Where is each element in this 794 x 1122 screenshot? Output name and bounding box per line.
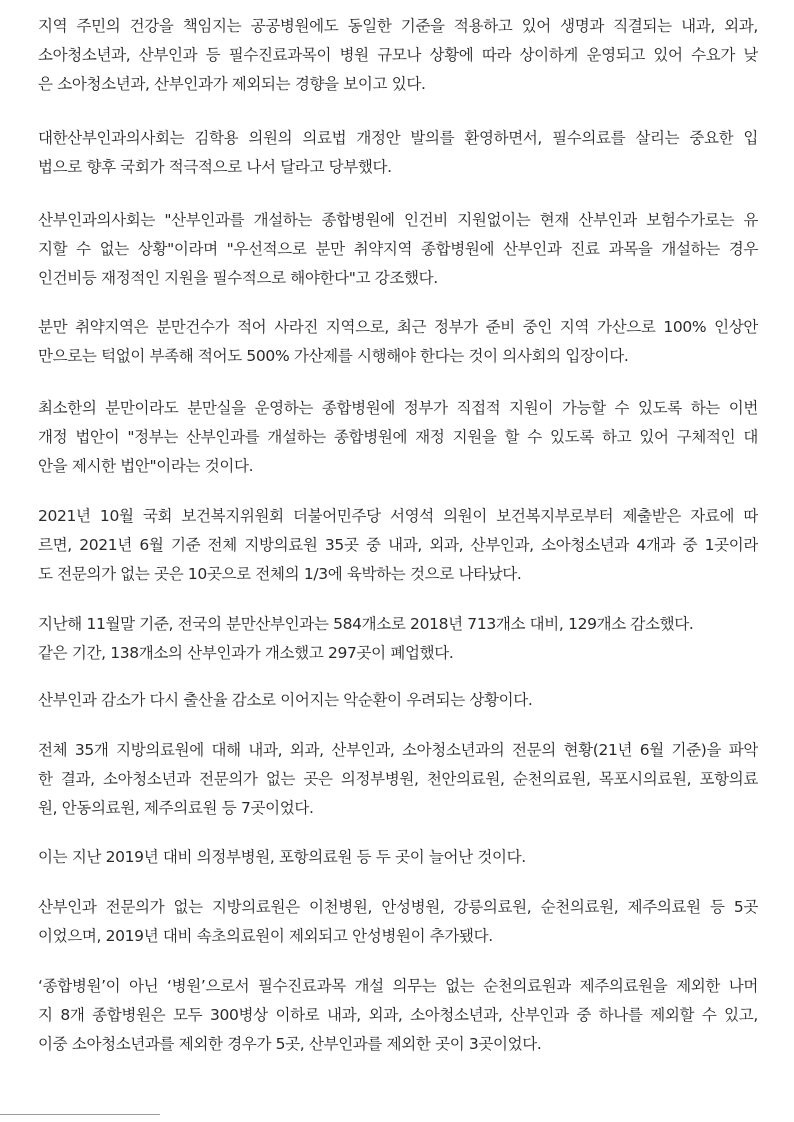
text-line: 지난해 11월말 기준, 전국의 분만산부인과는 584개소로 2018년 713개소 대비, 129개소 감소했다.: [38, 615, 694, 633]
text-line: 법으로 향후 국회가 적극적으로 나서 달라고 당부했다.: [38, 158, 392, 176]
text-line: 원, 안동의료원, 제주의료원 등 7곳이었다.: [38, 799, 314, 817]
text-line: 르면, 2021년 6월 기준 전체 지방의료원 35곳 중 내과, 외과, 산부인과, 소아청소년과 4개과 중 1곳이라: [38, 536, 758, 554]
text-line: 만으로는 턱없이 부족해 적어도 500% 가산제를 시행해야 한다는 것이 의사회의 입장이다.: [38, 347, 629, 365]
text-line: ‘종합병원’이 아닌 ‘병원’으로서 필수진료과목 개설 의무는 없는 순천의료원과 제주의료원을 제외한 나머: [38, 977, 758, 995]
paragraph: [38, 206, 758, 293]
text-line: 이는 지난 2019년 대비 의정부병원, 포항의료원 등 두 곳이 늘어난 것이다.: [38, 848, 526, 866]
paragraph: [38, 394, 758, 481]
text-line: 지할 수 없는 상황"이라며 "우선적으로 분만 취약지역 종합병원에 산부인과 진료 과목을 개설하는 경우: [38, 240, 758, 258]
text-line: 최소한의 분만이라도 분만실을 운영하는 종합병원에 정부가 직접적 지원이 가능할 수 있도록 하는 이번: [38, 399, 758, 417]
text-line: 인건비등 재정적인 지원을 필수적으로 해야한다"고 강조했다.: [38, 269, 438, 287]
scan-edge-line: [0, 1114, 160, 1115]
paragraph: [38, 736, 758, 823]
paragraph: [38, 502, 758, 589]
paragraph: [38, 972, 758, 1059]
text-line: 이중 소아청소년과를 제외한 경우가 5곳, 산부인과를 제외한 곳이 3곳이었다.: [38, 1035, 542, 1053]
text-line: 개정 법안이 "정부는 산부인과를 개설하는 종합병원에 재정 지원을 할 수 있도록 하고 있어 구체적인 대: [38, 428, 758, 446]
text-line: 안을 제시한 법안"이라는 것이다.: [38, 457, 254, 475]
paragraph: [38, 686, 758, 715]
paragraph: [38, 124, 758, 182]
paragraph: [38, 843, 758, 872]
text-line: 소아청소년과, 산부인과 등 필수진료과목이 병원 규모나 상황에 따라 상이하게 운영되고 있어 수요가 낮: [38, 46, 758, 64]
text-line: 전체 35개 지방의료원에 대해 내과, 외과, 산부인과, 소아청소년과의 전문의 현황(21년 6월 기준)을 파악: [38, 741, 758, 759]
text-line: 산부인과의사회는 "산부인과를 개설하는 종합병원에 인건비 지원없이는 현재 산부인과 보험수가로는 유: [38, 211, 758, 229]
text-line: 한 결과, 소아청소년과 전문의가 없는 곳은 의정부병원, 천안의료원, 순천의료원, 목포시의료원, 포항의료: [38, 770, 758, 788]
text-line: 은 소아청소년과, 산부인과가 제외되는 경향을 보이고 있다.: [38, 75, 426, 93]
paragraph: [38, 893, 758, 951]
text-line: 지 8개 종합병원은 모두 300병상 이하로 내과, 외과, 소아청소년과, 산부인과 중 하나를 제외할 수 있고,: [38, 1006, 758, 1024]
text-line: 대한산부인과의사회는 김학용 의원의 의료법 개정안 발의를 환영하면서, 필수의료를 살리는 중요한 입: [38, 129, 758, 147]
paragraph: [38, 12, 758, 99]
text-line: 같은 기간, 138개소의 산부인과가 개소했고 297곳이 폐업했다.: [38, 644, 454, 662]
text-line: 산부인과 전문의가 없는 지방의료원은 이천병원, 안성병원, 강릉의료원, 순천의료원, 제주의료원 등 5곳: [38, 898, 758, 916]
text-line: 도 전문의가 없는 곳은 10곳으로 전체의 1/3에 육박하는 것으로 나타났다.: [38, 565, 522, 583]
paragraph: [38, 313, 758, 371]
paragraph: [38, 610, 758, 668]
text-line: 산부인과 감소가 다시 출산율 감소로 이어지는 악순환이 우려되는 상황이다.: [38, 691, 533, 709]
text-line: 2021년 10월 국회 보건복지위원회 더불어민주당 서영석 의원이 보건복지부로부터 제출받은 자료에 따: [38, 507, 758, 525]
text-line: 이었으며, 2019년 대비 속초의료원이 제외되고 안성병원이 추가됐다.: [38, 927, 493, 945]
text-line: 분만 취약지역은 분만건수가 적어 사라진 지역으로, 최근 정부가 준비 중인 지역 가산으로 100% 인상안: [38, 318, 758, 336]
text-line: 지역 주민의 건강을 책임지는 공공병원에도 동일한 기준을 적용하고 있어 생명과 직결되는 내과, 외과,: [38, 17, 758, 35]
